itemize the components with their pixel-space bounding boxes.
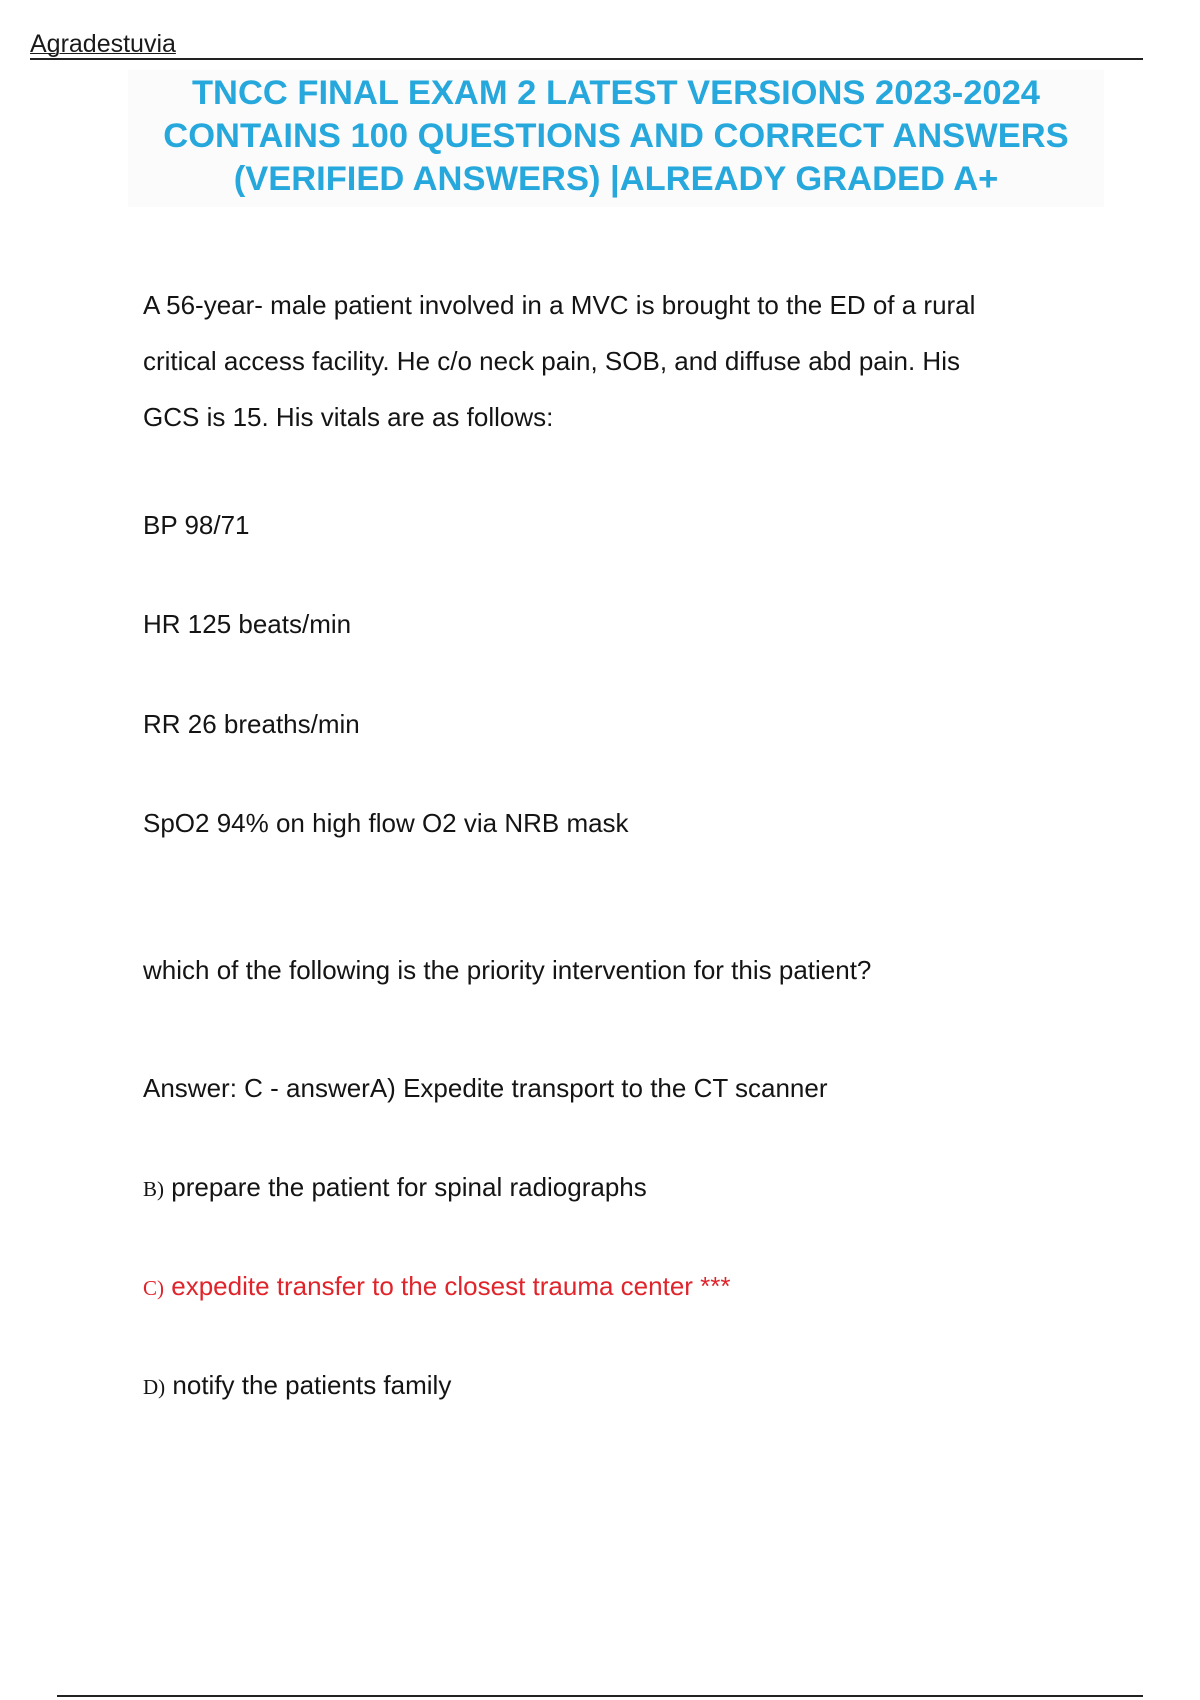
question-stem-line-3: GCS is 15. His vitals are as follows: bbox=[143, 402, 554, 432]
title-line-2: CONTAINS 100 QUESTIONS AND CORRECT ANSWERS bbox=[163, 117, 1069, 155]
option-d-text: notify the patients family bbox=[172, 1370, 452, 1400]
document-header bbox=[30, 28, 1143, 60]
option-b bbox=[143, 1172, 647, 1203]
question-stem-line-1: A 56-year- male patient involved in a MVC is brought to the ED of a rural bbox=[143, 290, 976, 320]
vital-hr: HR 125 beats/min bbox=[143, 609, 352, 639]
option-c-text: expedite transfer to the closest trauma center *** bbox=[171, 1271, 731, 1301]
title-line-1: TNCC FINAL EXAM 2 LATEST VERSIONS 2023-2024 bbox=[191, 74, 1040, 112]
footer-divider bbox=[57, 1695, 1143, 1697]
vital-spo2: SpO2 94% on high flow O2 via NRB mask bbox=[143, 808, 629, 838]
option-d bbox=[143, 1370, 451, 1401]
answer-line: Answer: C - answerA) Expedite transport to the CT scanner bbox=[143, 1073, 828, 1103]
option-b-text: prepare the patient for spinal radiographs bbox=[171, 1172, 647, 1202]
question-stem-line-2: critical access facility. He c/o neck pain, SOB, and diffuse abd pain. His bbox=[143, 346, 960, 376]
vital-bp: BP 98/71 bbox=[143, 510, 250, 540]
option-c-letter: C) bbox=[143, 1276, 164, 1300]
title-line-3: (VERIFIED ANSWERS) |ALREADY GRADED A+ bbox=[233, 160, 999, 198]
option-c-correct bbox=[143, 1271, 731, 1302]
vital-rr: RR 26 breaths/min bbox=[143, 709, 360, 739]
document-title bbox=[128, 70, 1104, 207]
question-prompt: which of the following is the priority intervention for this patient? bbox=[143, 955, 872, 985]
option-b-letter: B) bbox=[143, 1177, 164, 1201]
site-name: Agradestuvia bbox=[30, 30, 176, 58]
option-d-letter: D) bbox=[143, 1375, 166, 1399]
